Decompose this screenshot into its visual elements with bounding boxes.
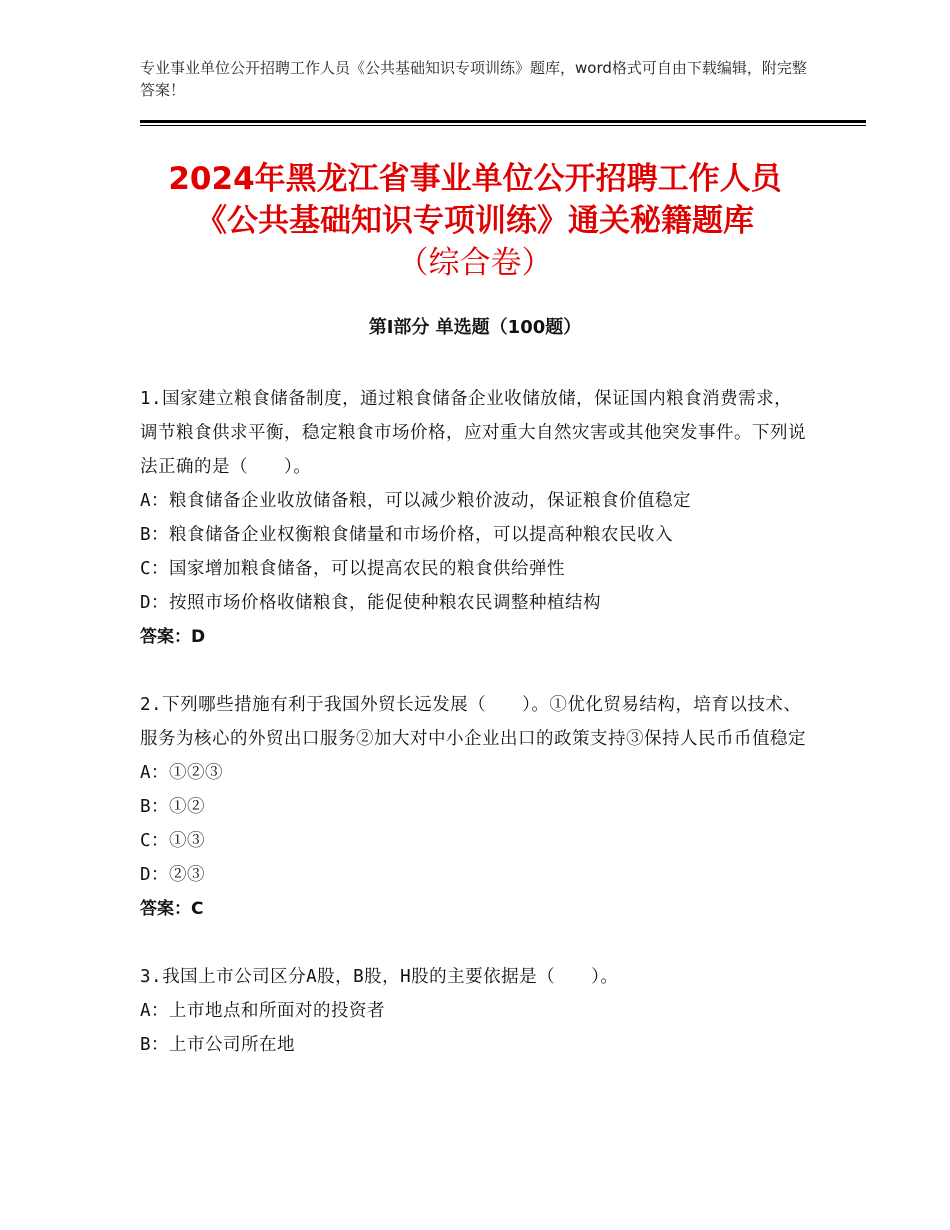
question-3 [140,960,810,1062]
title-line-3: （综合卷） [397,245,553,281]
question-stem: 2.下列哪些措施有利于我国外贸长远发展（ ）。①优化贸易结构，培育以技术、服务为核心的外贸出口服务②加大对中小企业出口的政策支持③保持人民币币值稳定 [140,695,806,749]
answer: 答案：C [140,899,204,919]
question-stem: 1.国家建立粮食储备制度，通过粮食储备企业收储放储，保证国内粮食消费需求，调节粮食供求平衡，稳定粮食市场价格，应对重大自然灾害或其他突发事件。下列说法正确的是（ ）。 [140,389,806,477]
question-2 [140,688,810,926]
document-title [100,158,850,284]
option-b: B：①② [140,797,206,817]
option-c: C：国家增加粮食储备，可以提高农民的粮食供给弹性 [140,559,566,579]
question-list [140,382,810,1096]
option-b: B：上市公司所在地 [140,1035,296,1055]
title-line-2: 《公共基础知识专项训练》通关秘籍题库 [196,203,754,239]
header-divider-thin [140,125,866,126]
option-d: D：②③ [140,865,206,885]
option-a: A：①②③ [140,763,224,783]
title-line-1: 2024年黑龙江省事业单位公开招聘工作人员 [168,161,782,197]
header-note: 专业事业单位公开招聘工作人员《公共基础知识专项训练》题库，word格式可自由下载编辑，附完整答案！ [140,59,807,99]
header-divider-thick [140,120,866,123]
option-c: C：①③ [140,831,206,851]
section-heading: 第Ⅰ部分 单选题（100题） [368,317,582,338]
answer: 答案：D [140,627,206,647]
option-a: A：粮食储备企业收放储备粮，可以减少粮价波动，保证粮食价值稳定 [140,491,692,511]
question-stem: 3.我国上市公司区分A股，B股，H股的主要依据是（ ）。 [140,967,619,987]
option-b: B：粮食储备企业权衡粮食储量和市场价格，可以提高种粮农民收入 [140,525,674,545]
question-1 [140,382,810,654]
option-a: A：上市地点和所面对的投资者 [140,1001,386,1021]
option-d: D：按照市场价格收储粮食，能促使种粮农民调整种植结构 [140,593,602,613]
